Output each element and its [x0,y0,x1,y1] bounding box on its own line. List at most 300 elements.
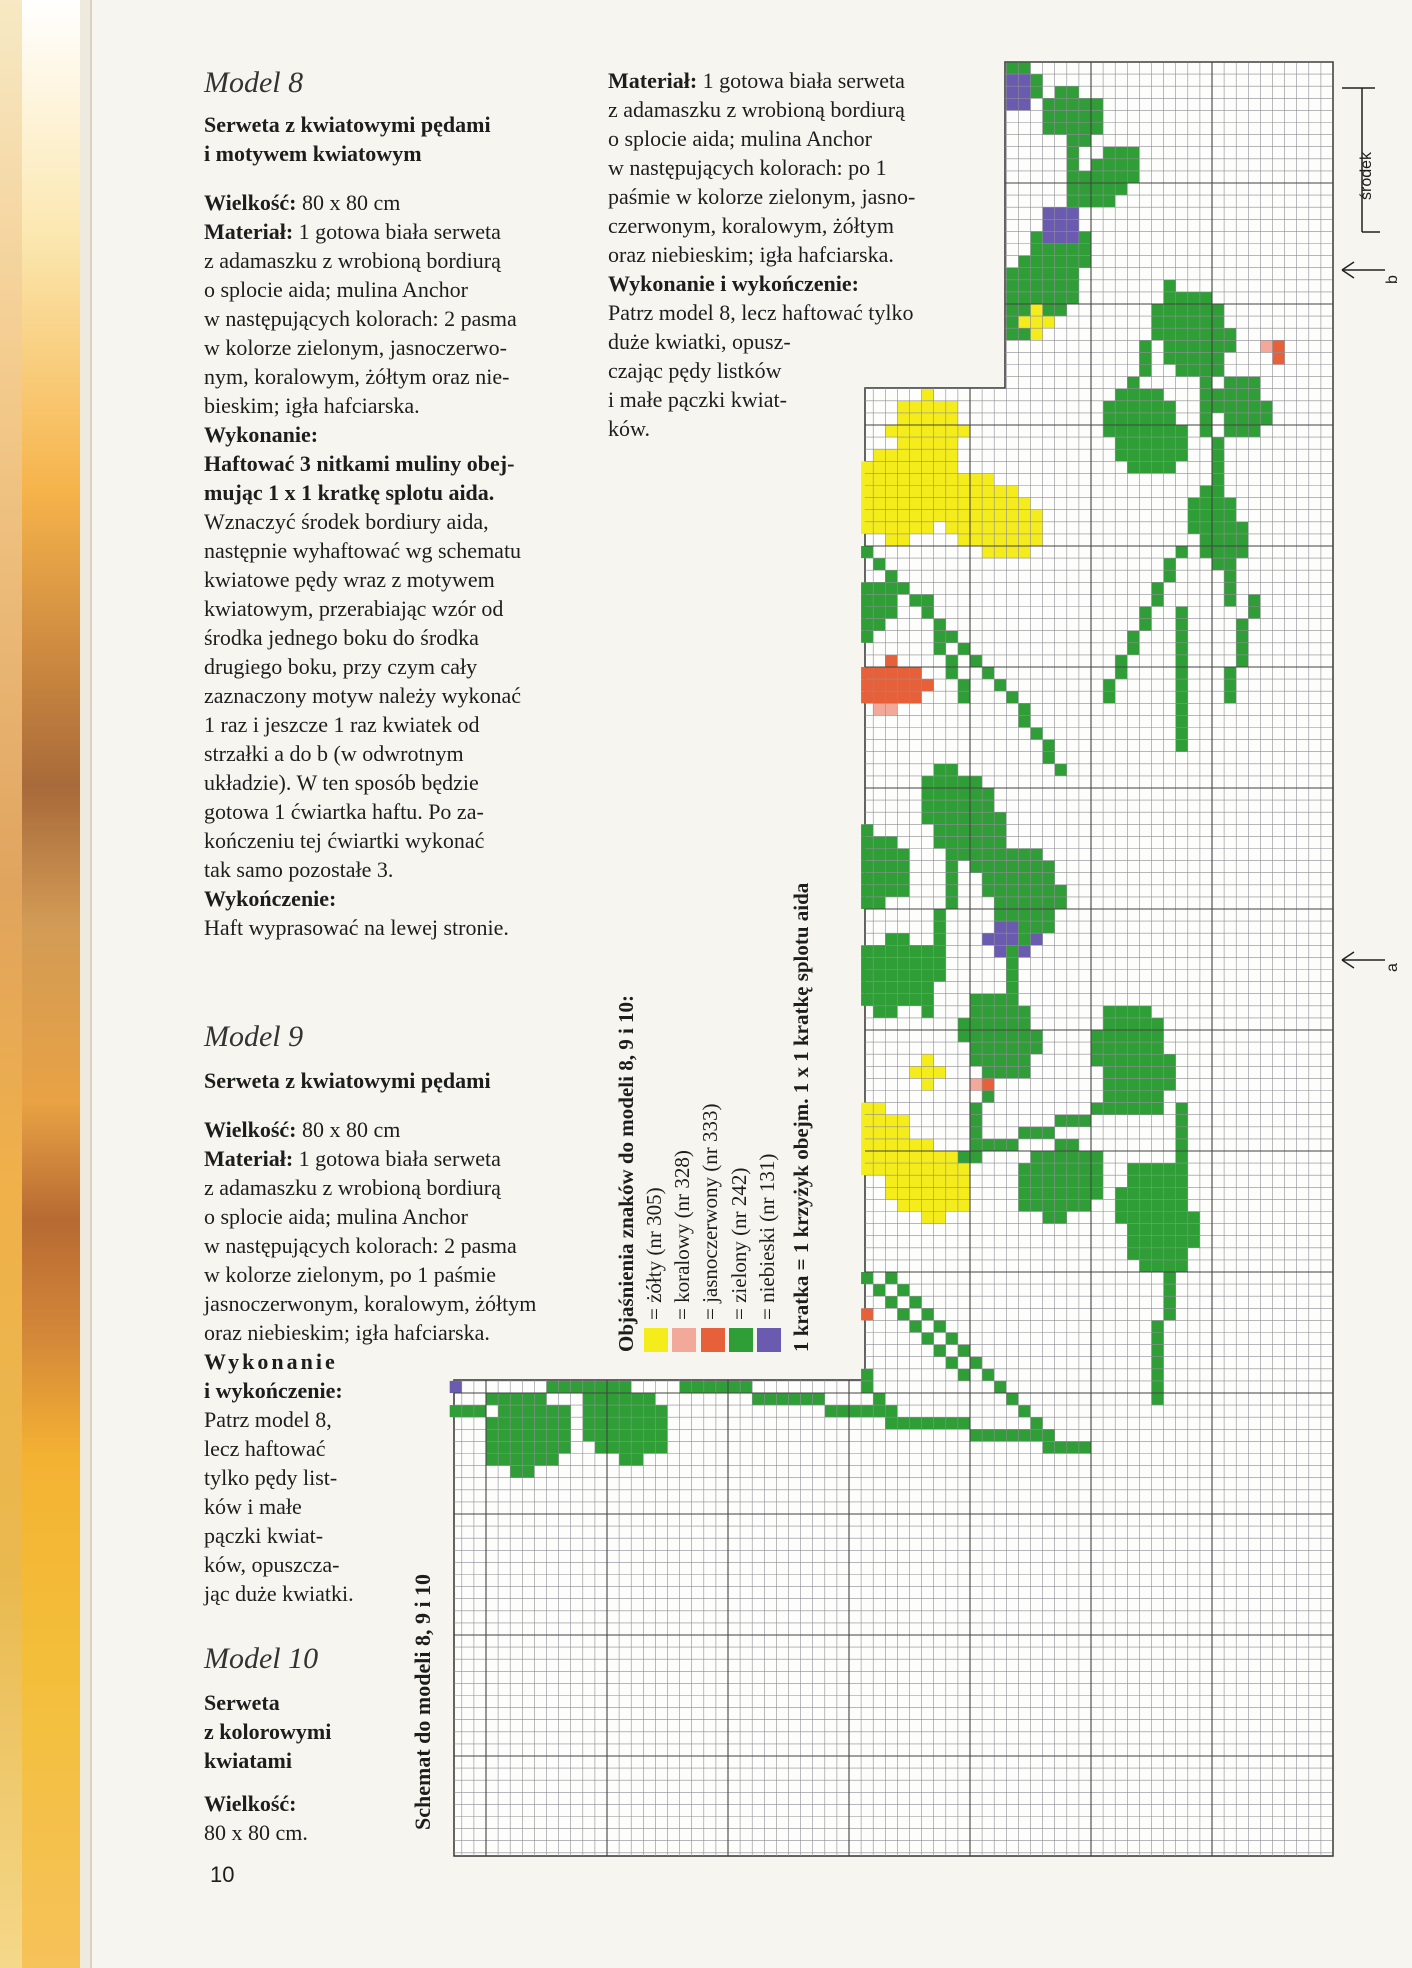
stitch-cell [510,1466,522,1478]
stitch-cell [1176,425,1188,437]
stitch-cell [450,1405,462,1417]
stitch-cell [922,679,934,691]
stitch-cell [1127,1030,1139,1042]
stitch-cell [1127,1212,1139,1224]
stitch-cell [1152,1018,1164,1030]
stitch-cell [1164,1284,1176,1296]
stitch-cell [910,957,922,969]
stitch-cell [1224,558,1236,570]
stitch-cell [1273,340,1285,352]
stitch-cell [1043,1127,1055,1139]
stitch-cell [1103,1091,1115,1103]
stitch-cell [1031,873,1043,885]
stitch-cell [1115,425,1127,437]
stitch-cell [1200,304,1212,316]
stitch-cell [970,1018,982,1030]
stitch-cell [982,1091,994,1103]
stitch-cell [958,643,970,655]
stitch-cell [873,873,885,885]
stitch-cell [1055,1163,1067,1175]
stitch-cell [1006,1030,1018,1042]
stitch-cell [1176,1115,1188,1127]
stitch-cell [970,824,982,836]
stitch-cell [1006,897,1018,909]
stitch-cell [1079,171,1091,183]
stitch-cell [1176,1151,1188,1163]
stitch-cell [958,836,970,848]
stitch-cell [1152,316,1164,328]
stitch-cell [970,812,982,824]
stitch-cell [946,812,958,824]
stitch-cell [619,1381,631,1393]
stitch-cell [1043,123,1055,135]
right-execution: Wykonanie i wykończenie: Patrz model 8, lecz haftować tylko duże kwiatki, opusz- czając pędy listków i małe pączki kwiat- ków. [608,271,914,441]
stitch-cell [1031,1187,1043,1199]
stitch-cell [1164,1078,1176,1090]
stitch-cell [970,1042,982,1054]
stitch-cell [934,449,946,461]
stitch-cell [861,1127,873,1139]
stitch-cell [958,691,970,703]
stitch-cell [982,486,994,498]
stitch-cell [1127,461,1139,473]
stitch-cell [680,1381,692,1393]
stitch-cell [922,401,934,413]
stitch-cell [1067,292,1079,304]
stitch-cell [547,1454,559,1466]
stitch-cell [897,1115,909,1127]
stitch-cell [1091,195,1103,207]
stitch-cell [655,1429,667,1441]
stitch-cell [1152,1212,1164,1224]
stitch-cell [1127,631,1139,643]
stitch-cell [1018,292,1030,304]
stitch-cell [873,1151,885,1163]
stitch-cell [982,800,994,812]
stitch-cell [1018,703,1030,715]
stitch-cell [1031,522,1043,534]
stitch-cell [1115,1187,1127,1199]
stitch-cell [922,970,934,982]
stitch-cell [1139,449,1151,461]
stitch-cell [861,885,873,897]
stitch-cell [1067,123,1079,135]
stitch-cell [885,425,897,437]
stitch-cell [534,1405,546,1417]
stitch-cell [897,1417,909,1429]
stitch-cell [1018,861,1030,873]
stitch-cell [1127,1248,1139,1260]
stitch-cell [1006,328,1018,340]
stitch-cell [1067,268,1079,280]
stitch-cell [1127,413,1139,425]
stitch-cell [1079,183,1091,195]
stitch-cell [1176,691,1188,703]
stitch-cell [1152,1393,1164,1405]
stitch-cell [922,957,934,969]
stitch-cell [922,982,934,994]
stitch-cell [946,1199,958,1211]
stitch-cell [1067,1163,1079,1175]
stitch-cell [873,1163,885,1175]
stitch-cell [982,836,994,848]
stitch-cell [510,1454,522,1466]
stitch-cell [1018,1187,1030,1199]
stitch-cell [498,1429,510,1441]
stitch-cell [994,1429,1006,1441]
stitch-cell [1115,1066,1127,1078]
stitch-cell [946,1333,958,1345]
stitch-cell [897,994,909,1006]
stitch-cell [1103,183,1115,195]
stitch-cell [1139,437,1151,449]
stitch-cell [861,594,873,606]
stitch-cell [1031,280,1043,292]
stitch-cell [1212,365,1224,377]
stitch-cell [982,849,994,861]
stitch-cell [885,885,897,897]
stitch-cell [970,1115,982,1127]
stitch-cell [764,1393,776,1405]
stitch-cell [1164,461,1176,473]
stitch-cell [970,861,982,873]
stitch-cell [994,1054,1006,1066]
stitch-cell [1043,110,1055,122]
stitch-cell [1115,147,1127,159]
model10-subtitle: Serweta z kolorowymi kwiatami [204,1690,332,1773]
stitch-cell [1091,183,1103,195]
stitch-cell [1176,631,1188,643]
stitch-cell [1043,752,1055,764]
stitch-cell [897,498,909,510]
stitch-cell [1115,449,1127,461]
stitch-cell [1031,933,1043,945]
stitch-cell [1164,1066,1176,1078]
stitch-cell [1212,510,1224,522]
stitch-cell [1176,1163,1188,1175]
stitch-cell [534,1429,546,1441]
stitch-cell [1164,1248,1176,1260]
stitch-cell [1176,352,1188,364]
page-number: 10 [210,1862,235,1887]
stitch-cell [958,1417,970,1429]
stitch-cell [1018,885,1030,897]
stitch-cell [910,594,922,606]
stitch-cell [994,534,1006,546]
stitch-cell [1212,401,1224,413]
stitch-cell [885,1417,897,1429]
stitch-cell [946,824,958,836]
stitch-cell [1067,159,1079,171]
coral-swatch [672,1328,696,1352]
stitch-cell [1164,558,1176,570]
stitch-cell [1212,437,1224,449]
stitch-cell [1018,1405,1030,1417]
stitch-cell [1115,1042,1127,1054]
stitch-cell [1164,1187,1176,1199]
stitch-cell [994,945,1006,957]
stitch-cell [922,1333,934,1345]
stitch-cell [450,1381,462,1393]
stitch-cell [861,994,873,1006]
stitch-cell [970,498,982,510]
model10-size: Wielkość: 80 x 80 cm. [204,1791,308,1845]
stitch-cell [922,812,934,824]
stitch-cell [1055,304,1067,316]
stitch-cell [1055,1115,1067,1127]
stitch-cell [595,1417,607,1429]
stitch-cell [1006,849,1018,861]
stitch-cell [1164,425,1176,437]
stitch-cell [934,1066,946,1078]
stitch-cell [994,1018,1006,1030]
stitch-cell [510,1405,522,1417]
stitch-cell [861,679,873,691]
stitch-cell [1224,546,1236,558]
stitch-cell [1067,98,1079,110]
stitch-cell [873,498,885,510]
stitch-cell [1091,1187,1103,1199]
stitch-cell [1055,110,1067,122]
stitch-cell [522,1405,534,1417]
stitch-cell [1139,1163,1151,1175]
stitch-cell [1139,425,1151,437]
stitch-cell [1176,1127,1188,1139]
stitch-cell [583,1417,595,1429]
stitch-cell [1152,1248,1164,1260]
stitch-cell [994,498,1006,510]
stitch-cell [970,788,982,800]
stitch-cell [958,1018,970,1030]
stitch-cell [1139,1018,1151,1030]
stitch-cell [619,1454,631,1466]
stitch-cell [958,788,970,800]
stitch-cell [1079,123,1091,135]
stitch-cell [583,1393,595,1405]
stitch-cell [994,812,1006,824]
stitch-cell [958,486,970,498]
stitch-cell [1127,1187,1139,1199]
stitch-cell [1103,1054,1115,1066]
stitch-cell [958,800,970,812]
stitch-cell [934,836,946,848]
stitch-cell [982,1042,994,1054]
stitch-cell [1006,1042,1018,1054]
stitch-cell [1164,413,1176,425]
stitch-cell [946,437,958,449]
stitch-cell [1164,437,1176,449]
stitch-cell [873,473,885,485]
stitch-cell [934,643,946,655]
stitch-cell [1248,413,1260,425]
stitch-cell [897,1284,909,1296]
stitch-cell [1127,159,1139,171]
stitch-cell [1018,98,1030,110]
stitch-cell [885,679,897,691]
stitch-cell [1127,425,1139,437]
stitch-cell [1055,231,1067,243]
stitch-cell [1018,897,1030,909]
stitch-cell [946,1417,958,1429]
stitch-cell [1079,1175,1091,1187]
stitch-cell [1079,244,1091,256]
stitch-cell [1152,401,1164,413]
stitch-cell [910,1417,922,1429]
stitch-cell [1091,110,1103,122]
stitch-cell [1152,1320,1164,1332]
stitch-cell [922,449,934,461]
stitch-cell [873,449,885,461]
stitch-cell [1055,1151,1067,1163]
stitch-cell [1031,1042,1043,1054]
stitch-cell [873,1405,885,1417]
stitch-cell [922,1199,934,1211]
stitch-cell [1055,86,1067,98]
stitch-cell [1139,1224,1151,1236]
stitch-cell [994,1006,1006,1018]
stitch-cell [885,873,897,885]
stitch-cell [1103,1006,1115,1018]
stitch-cell [1176,304,1188,316]
stitch-cell [1139,1091,1151,1103]
stitch-cell [1139,1175,1151,1187]
stitch-cell [1152,1054,1164,1066]
stitch-cell [498,1393,510,1405]
stitch-cell [1006,304,1018,316]
stitch-cell [861,970,873,982]
model10-title: Model 10 [204,1642,319,1675]
stitch-cell [982,510,994,522]
stitch-cell [1043,316,1055,328]
stitch-cell [885,1296,897,1308]
stitch-cell [922,437,934,449]
stitch-cell [934,461,946,473]
stitch-cell [861,873,873,885]
stitch-cell [934,619,946,631]
stitch-cell [522,1417,534,1429]
stitch-cell [897,534,909,546]
stitch-cell [946,655,958,667]
stitch-cell [655,1417,667,1429]
stitch-cell [897,425,909,437]
stitch-cell [1067,135,1079,147]
stitch-cell [934,1163,946,1175]
stitch-cell [946,764,958,776]
stitch-cell [1152,594,1164,606]
stitch-cell [1091,1030,1103,1042]
stitch-cell [1127,1103,1139,1115]
stitch-cell [958,1345,970,1357]
model9-size: Wielkość: 80 x 80 cm [204,1117,401,1142]
stitch-cell [1018,62,1030,74]
stitch-cell [885,582,897,594]
stitch-cell [559,1441,571,1453]
stitch-cell [1127,449,1139,461]
stitch-cell [994,1381,1006,1393]
stitch-cell [994,994,1006,1006]
stitch-cell [607,1381,619,1393]
stitch-cell [1006,98,1018,110]
stitch-cell [1248,607,1260,619]
stitch-cell [1164,1260,1176,1272]
stitch-cell [922,607,934,619]
stitch-cell [982,933,994,945]
stitch-cell [1212,546,1224,558]
stitch-cell [885,667,897,679]
stitch-cell [970,473,982,485]
stitch-cell [1115,159,1127,171]
stitch-cell [1018,74,1030,86]
stitch-cell [1055,1139,1067,1151]
stitch-cell [486,1429,498,1441]
stitch-cell [910,425,922,437]
stitch-cell [1176,328,1188,340]
stitch-cell [873,1393,885,1405]
stitch-cell [1200,365,1212,377]
stitch-cell [1139,1066,1151,1078]
stitch-cell [1152,1345,1164,1357]
stitch-cell [1018,1030,1030,1042]
stitch-cell [982,534,994,546]
stitch-cell [1067,183,1079,195]
stitch-cell [922,1308,934,1320]
stitch-cell [1091,171,1103,183]
stitch-cell [1152,437,1164,449]
stitch-cell [1200,328,1212,340]
stitch-cell [861,1151,873,1163]
stitch-cell [982,1018,994,1030]
stitch-cell [1018,304,1030,316]
stitch-cell [885,1405,897,1417]
stitch-cell [583,1429,595,1441]
model8-execution: Wykonanie: Haftować 3 nitkami muliny obej- mując 1 x 1 kratkę splotu aida. Wznaczyć środek bordiury aida, następnie wyhaftować wg schematu kwiatowe pędy wraz z motywem kwiatowym, przerabiając wzór od środka jednego boku do środka drugiego boku, przy czym cały zaznaczony motyw należy wykonać 1 raz i jeszcze 1 raz kwiatek od strzałki a do b (w odwrotnym układzie). W ten sposób będzie gotowa 1 ćwiartka haftu. Po za- kończeniu tej ćwiartki wykonać tak samo pozostałe 3. [204,422,522,882]
stitch-cell [982,812,994,824]
stitch-cell [1224,377,1236,389]
stitch-cell [897,1139,909,1151]
stitch-cell [861,667,873,679]
model9-execution: Wykonanie i wykończenie: Patrz model 8, lecz haftować tylko pędy list- ków i małe pączki kwiat- ków, opuszcza- jąc duże kwiatki. [204,1349,354,1606]
a-label: a [1384,963,1401,972]
stitch-cell [522,1429,534,1441]
stitch-cell [1006,522,1018,534]
legend-note: 1 kratka = 1 krzyżyk obejm. 1 x 1 kratkę splotu aida [788,882,813,1352]
stitch-cell [1018,1163,1030,1175]
stitch-cell [1164,328,1176,340]
stitch-cell [934,957,946,969]
stitch-cell [1152,1091,1164,1103]
stitch-cell [1006,885,1018,897]
stitch-cell [1006,1018,1018,1030]
stitch-cell [922,776,934,788]
stitch-cell [547,1429,559,1441]
stitch-cell [922,594,934,606]
stitch-cell [1200,352,1212,364]
stitch-cell [1212,328,1224,340]
stitch-cell [946,897,958,909]
stitch-cell [994,921,1006,933]
stitch-cell [946,449,958,461]
stitch-cell [934,425,946,437]
stitch-cell [1043,244,1055,256]
stitch-cell [1067,219,1079,231]
stitch-cell [1176,340,1188,352]
stitch-cell [1018,280,1030,292]
stitch-cell [982,885,994,897]
stitch-cell [1043,292,1055,304]
stitch-cell [1236,643,1248,655]
stitch-cell [1043,897,1055,909]
stitch-cell [897,970,909,982]
